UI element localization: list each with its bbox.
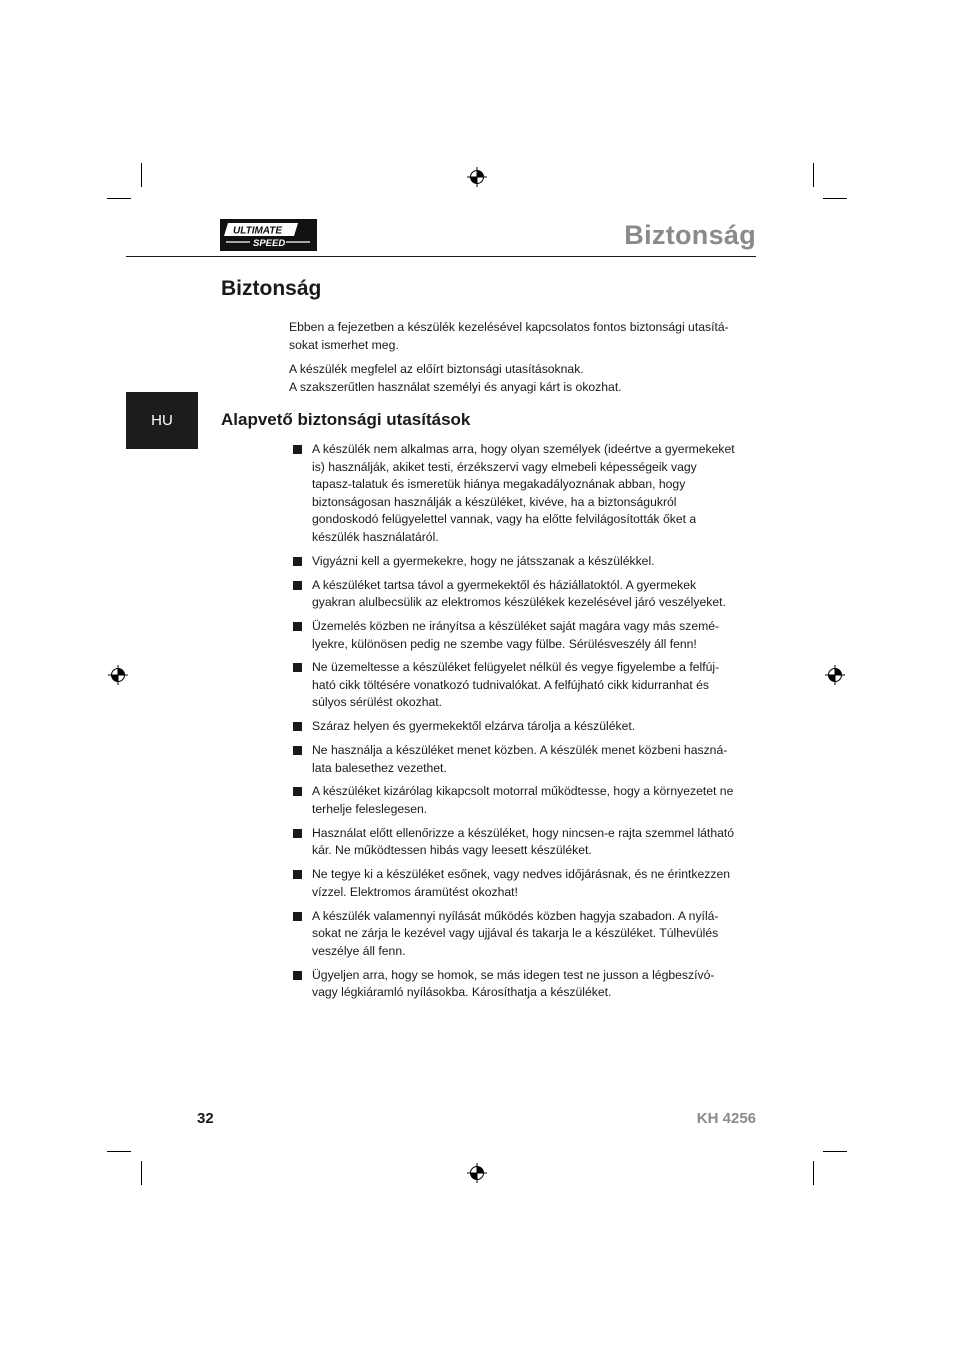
- list-item: [289, 967, 739, 1002]
- crop-mark: [141, 1161, 142, 1185]
- registration-mark-icon: [467, 1163, 487, 1183]
- crop-mark: [813, 163, 814, 187]
- rule-text: Száraz helyen és gyermekektől elzárva tárolja a készüléket.: [312, 719, 636, 734]
- crop-mark: [823, 1151, 847, 1152]
- square-bullet-icon: [293, 870, 302, 879]
- list-item: [289, 742, 739, 777]
- square-bullet-icon: [293, 722, 302, 731]
- rule-text: Ügyeljen arra, hogy se homok, se más idegen test ne jusson a légbeszívó-vagy légkiáramló nyílásokba. Károsíthatja a készüléket.: [312, 967, 715, 1000]
- rule-text: Vigyázni kell a gyermekekre, hogy ne játsszanak a készülékkel.: [312, 553, 655, 568]
- language-tab: HU: [126, 392, 198, 449]
- crop-mark: [141, 163, 142, 187]
- list-item: [289, 908, 739, 961]
- list-item: [289, 618, 739, 653]
- brand-line2: SPEED: [253, 238, 286, 249]
- rule-text: A készüléket tartsa távol a gyermekektől és háziállatoktól. A gyermekek gyakran alulbecsülik az elektromos készülékek kezelésével járó veszélyeket.: [312, 577, 726, 610]
- ultimate-speed-logo: [220, 219, 317, 251]
- intro-line: A készülék megfelel az előírt biztonsági utasításoknak.: [289, 362, 584, 376]
- list-item: [289, 441, 739, 547]
- square-bullet-icon: [293, 912, 302, 921]
- list-item: [289, 553, 739, 571]
- crop-mark: [823, 198, 847, 199]
- square-bullet-icon: [293, 622, 302, 631]
- square-bullet-icon: [293, 746, 302, 755]
- registration-mark-icon: [467, 167, 487, 187]
- intro-paragraph: Ebben a fejezetben a készülék kezelésével kapcsolatos fontos biztonsági utasítá-sokat ismerhet meg.: [289, 320, 729, 352]
- list-item: [289, 866, 739, 901]
- safety-rules-list: [289, 441, 739, 1008]
- rule-text: Ne tegye ki a készüléket esőnek, vagy nedves időjárásnak, és ne érintkezzen vízzel. Elektromos áramütést okozhat!: [312, 867, 730, 899]
- registration-mark-icon: [108, 665, 128, 685]
- intro-paragraph: [289, 360, 739, 396]
- rule-text: A készülék valamennyi nyílását működés közben hagyja szabadon. A nyílá-sokat ne zárja le kezével vagy ujjával és takarja le a készüléket. Túlhevülés veszélye áll fenn.: [312, 908, 719, 958]
- list-item: [289, 659, 739, 712]
- rule-text: Ne használja a készüléket menet közben. A készülék menet közbeni haszná-lata balesethez vezethet.: [312, 743, 728, 775]
- square-bullet-icon: [293, 787, 302, 796]
- rule-text: Használat előtt ellenőrizze a készüléket, hogy nincsen-e rajta szemmel látható kár. Ne működtessen hibás vagy leesett készüléket.: [312, 825, 735, 858]
- list-item: [289, 577, 739, 612]
- intro-line: A szakszerűtlen használat személyi és anyagi kárt is okozhat.: [289, 380, 622, 394]
- model-number: KH 4256: [696, 1110, 756, 1127]
- rule-text: A készüléket kizárólag kikapcsolt motorral működtesse, hogy a környezetet ne terhelje feleslegesen.: [312, 784, 734, 816]
- crop-mark: [813, 1161, 814, 1185]
- list-item: [289, 825, 739, 860]
- square-bullet-icon: [293, 663, 302, 672]
- crop-mark: [107, 198, 131, 199]
- list-item: [289, 783, 739, 818]
- rule-text: A készülék nem alkalmas arra, hogy olyan személyek (ideértve a gyermekeket is) használják, akiket testi, érzékszervi vagy elmebeli képességeik vagy tapasz-talatuk és ismeretük hiánya megakadályoznának abban, hogy biztonságosan használják a készüléket, kivéve, ha a biztonságukról gondoskodó felügyelettel vannak, vagy ha előtte felvilágosították őket a készülék használatáról.: [312, 442, 735, 544]
- crop-mark: [107, 1151, 131, 1152]
- square-bullet-icon: [293, 829, 302, 838]
- square-bullet-icon: [293, 581, 302, 590]
- square-bullet-icon: [293, 445, 302, 454]
- header-title: Biztonság: [624, 220, 756, 250]
- square-bullet-icon: [293, 557, 302, 566]
- intro-text: [289, 318, 739, 402]
- list-item: [289, 718, 739, 736]
- section-title: Alapvető biztonsági utasítások: [221, 410, 471, 429]
- page-number: 32: [197, 1110, 214, 1127]
- square-bullet-icon: [293, 971, 302, 980]
- registration-mark-icon: [825, 665, 845, 685]
- rule-text: Ne üzemeltesse a készüléket felügyelet nélkül és vegye figyelembe a felfúj-ható cikk töltésére vonatkozó tudnivalókat. A felfújható cikk kidurranhat és súlyos sérülést okozhat.: [312, 660, 720, 710]
- brand-line1: ULTIMATE: [233, 225, 283, 237]
- header-divider: [126, 256, 756, 257]
- rule-text: Üzemelés közben ne irányítsa a készüléket saját magára vagy más szemé-lyekre, különösen pedig ne szembe vagy fülbe. Sérülésveszély áll fenn!: [312, 618, 720, 651]
- page-title: Biztonság: [221, 277, 322, 300]
